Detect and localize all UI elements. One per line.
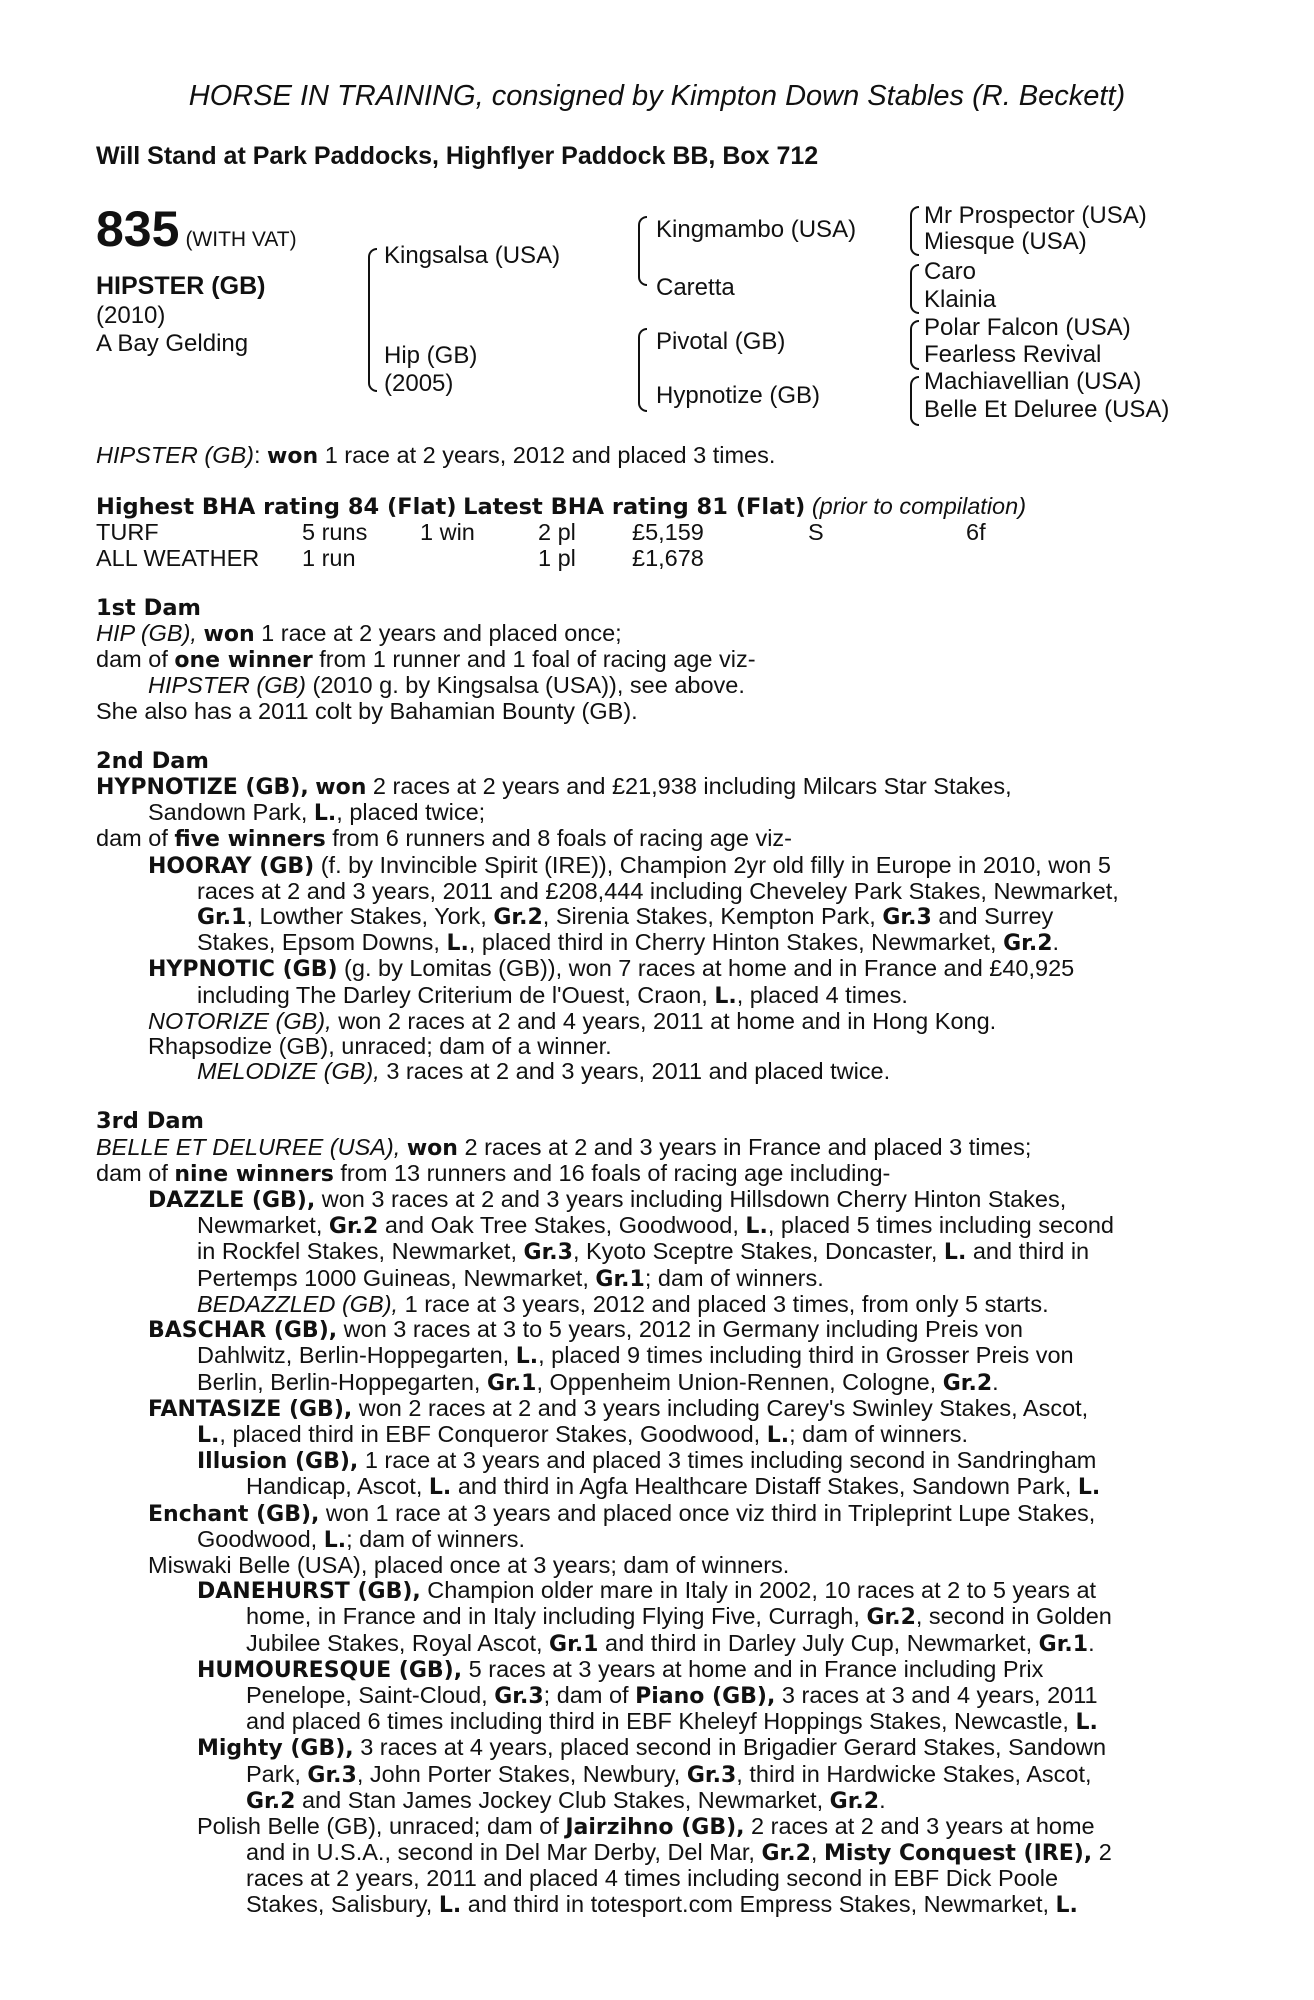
melodize-line: MELODIZE (GB), 3 races at 2 and 3 years, 2011 and placed twice. — [197, 1059, 891, 1085]
polish-belle-line-3: races at 2 years, 2011 and placed 4 times including second in EBF Dick Poole — [246, 1866, 1059, 1892]
polish-belle-line-1: Polish Belle (GB), unraced; dam of Jairzihno (GB), 2 races at 2 and 3 years at home — [197, 1813, 1095, 1840]
bedazzled-line: BEDAZZLED (GB), 1 race at 3 years, 2012 and placed 3 times, from only 5 starts. — [197, 1291, 1049, 1317]
brace-sd — [910, 264, 919, 314]
baschar-line-1: BASCHAR (GB), won 3 races at 3 to 5 years, 2012 in Germany including Preis von — [148, 1317, 1023, 1344]
baschar-line-2: Dahlwitz, Berlin-Hoppegarten, L., placed 9 times including third in Grosser Preis von — [197, 1343, 1074, 1370]
stand-location: Will Stand at Park Paddocks, Highflyer Paddock BB, Box 712 — [96, 142, 819, 170]
rating-line: Highest BHA rating 84 (Flat) Latest BHA rating 81 (Flat) (prior to compilation) — [96, 494, 1027, 521]
brace-ss — [910, 206, 919, 256]
second-dam-heading: 2nd Dam — [96, 748, 209, 774]
brace-sire-parents — [638, 216, 647, 286]
pedigree-dam-year: (2005) — [384, 370, 454, 397]
horse-name: HIPSTER (GB) — [96, 272, 266, 300]
illusion-line-2: Handicap, Ascot, L. and third in Agfa Healthcare Distaff Stakes, Sandown Park, L. — [246, 1474, 1101, 1501]
horse-year: (2010) — [96, 302, 166, 329]
enchant-line-2: Goodwood, L.; dam of winners. — [197, 1526, 526, 1553]
page-title: HORSE IN TRAINING, consigned by Kimpton Down Stables (R. Beckett) — [188, 80, 1126, 112]
second-dam-line-cont: Sandown Park, L., placed twice; — [148, 800, 486, 827]
pedigree-dss: Polar Falcon (USA) — [924, 314, 1131, 341]
pedigree-dsd: Fearless Revival — [924, 341, 1102, 368]
mighty-line-1: Mighty (GB), 3 races at 4 years, placed second in Brigadier Gerard Stakes, Sandown — [197, 1735, 1107, 1762]
humouresque-line-1: HUMOURESQUE (GB), 5 races at 3 years at home and in France including Prix — [197, 1656, 1044, 1683]
third-dam-heading: 3rd Dam — [96, 1109, 204, 1135]
mighty-line-2: Park, Gr.3, John Porter Stakes, Newbury, Gr.3, third in Hardwicke Stakes, Ascot, — [246, 1761, 1092, 1788]
pedigree-ddd: Belle Et Deluree (USA) — [924, 396, 1170, 423]
first-dam-foal-line: HIPSTER (GB) (2010 g. by Kingsalsa (USA)), see above. — [148, 673, 745, 699]
lot-number-value: 835 — [96, 201, 180, 257]
brace-ds — [910, 320, 919, 370]
dazzle-line-2: Newmarket, Gr.2 and Oak Tree Stakes, Goodwood, L., placed 5 times including second — [197, 1213, 1114, 1240]
baschar-line-3: Berlin, Berlin-Hoppegarten, Gr.1, Oppenheim Union-Rennen, Cologne, Gr.2. — [197, 1369, 999, 1396]
stats-row-turf: TURF 5 runs 1 win 2 pl £5,159 S 6f — [96, 520, 986, 546]
dazzle-line-3: in Rockfel Stakes, Newmarket, Gr.3, Kyoto Sceptre Stakes, Doncaster, L. and third in — [197, 1239, 1090, 1266]
summary-line: HIPSTER (GB): won 1 race at 2 years, 2012 and placed 3 times. — [96, 443, 776, 469]
mighty-line-3: Gr.2 and Stan James Jockey Club Stakes, Newmarket, Gr.2. — [246, 1787, 886, 1814]
hypnotic-line-2: including The Darley Criterium de l'Ouest, Craon, L., placed 4 times. — [197, 982, 908, 1009]
pedigree-dds: Machiavellian (USA) — [924, 368, 1142, 395]
rhapsodize-line: Rhapsodize (GB), unraced; dam of a winner. — [148, 1034, 612, 1060]
hooray-line-2: races at 2 and 3 years, 2011 and £208,444 including Cheveley Park Stakes, Newmarket, — [197, 878, 1119, 904]
pedigree-sire: Kingsalsa (USA) — [384, 242, 561, 269]
pedigree-dam-dam: Hypnotize (GB) — [656, 382, 821, 409]
pedigree-dam: Hip (GB) — [384, 342, 478, 369]
polish-belle-line-2: and in U.S.A., second in Del Mar Derby, Del Mar, Gr.2, Misty Conquest (IRE), 2 — [246, 1840, 1112, 1867]
enchant-line-1: Enchant (GB), won 1 race at 3 years and placed once viz third in Tripleprint Lupe Stakes, — [148, 1500, 1096, 1527]
miswaki-line: Miswaki Belle (USA), placed once at 3 years; dam of winners. — [148, 1552, 790, 1578]
danehurst-line-1: DANEHURST (GB), Champion older mare in Italy in 2002, 10 races at 2 to 5 years at — [197, 1578, 1097, 1605]
pedigree-sss: Mr Prospector (USA) — [924, 202, 1147, 229]
illusion-line-1: Illusion (GB), 1 race at 3 years and placed 3 times including second in Sandringham — [197, 1448, 1097, 1475]
pedigree-sds: Caro — [924, 258, 977, 285]
hooray-line-4: Stakes, Epsom Downs, L., placed third in Cherry Hinton Stakes, Newmarket, Gr.2. — [197, 930, 1060, 957]
pedigree-sire-dam: Caretta — [656, 274, 735, 301]
humouresque-line-2: Penelope, Saint-Cloud, Gr.3; dam of Piano (GB), 3 races at 3 and 4 years, 2011 — [246, 1682, 1098, 1709]
polish-belle-line-4: Stakes, Salisbury, L. and third in totesport.com Empress Stakes, Newmarket, L. — [246, 1891, 1078, 1918]
third-dam-line: BELLE ET DELUREE (USA), won 2 races at 2 and 3 years in France and placed 3 times; — [96, 1134, 1032, 1161]
second-dam-line: HYPNOTIZE (GB), won 2 races at 2 years and £21,938 including Milcars Star Stakes, — [96, 774, 1012, 801]
hooray-line-1: HOORAY (GB) (f. by Invincible Spirit (IRE)), Champion 2yr old filly in Europe in 2010, won 5 — [148, 852, 1111, 879]
brace-dam-parents — [638, 328, 647, 412]
body-text — [96, 443, 1216, 1918]
first-dam-note: She also has a 2011 colt by Bahamian Bounty (GB). — [96, 698, 638, 724]
pedigree-dam-sire: Pivotal (GB) — [656, 328, 786, 355]
pedigree-ssd: Miesque (USA) — [924, 228, 1087, 255]
second-dam-produce-line: dam of five winners from 6 runners and 8 foals of racing age viz- — [96, 826, 792, 853]
brace-dd — [910, 376, 919, 426]
first-dam-produce-line: dam of one winner from 1 runner and 1 foal of racing age viz- — [96, 647, 756, 674]
lot-number — [96, 200, 297, 258]
horse-description: A Bay Gelding — [96, 330, 249, 357]
first-dam-heading: 1st Dam — [96, 595, 201, 621]
brace-gen1 — [368, 248, 377, 392]
vat-note: (WITH VAT) — [185, 228, 297, 251]
danehurst-line-2: home, in France and in Italy including Flying Five, Curragh, Gr.2, second in Golden — [246, 1604, 1112, 1631]
third-dam-produce-line: dam of nine winners from 13 runners and 16 foals of racing age including- — [96, 1160, 891, 1187]
dazzle-line-4: Pertemps 1000 Guineas, Newmarket, Gr.1; dam of winners. — [197, 1265, 824, 1292]
stats-row-all-weather: ALL WEATHER 1 run 1 pl £1,678 — [96, 545, 704, 571]
fantasize-line-1: FANTASIZE (GB), won 2 races at 2 and 3 years including Carey's Swinley Stakes, Ascot, — [148, 1395, 1089, 1422]
humouresque-line-3: and placed 6 times including third in EBF Kheleyf Hoppings Stakes, Newcastle, L. — [246, 1709, 1098, 1736]
first-dam-line: HIP (GB), won 1 race at 2 years and placed once; — [96, 621, 622, 648]
danehurst-line-3: Jubilee Stakes, Royal Ascot, Gr.1 and third in Darley July Cup, Newmarket, Gr.1. — [246, 1630, 1095, 1657]
hooray-line-3: Gr.1, Lowther Stakes, York, Gr.2, Sirenia Stakes, Kempton Park, Gr.3 and Surrey — [197, 904, 1054, 931]
pedigree-sire-sire: Kingmambo (USA) — [656, 216, 857, 243]
notorize-line: NOTORIZE (GB), won 2 races at 2 and 4 years, 2011 at home and in Hong Kong. — [148, 1008, 997, 1034]
hypnotic-line-1: HYPNOTIC (GB) (g. by Lomitas (GB)), won 7 races at home and in France and £40,925 — [148, 956, 1075, 983]
dazzle-line-1: DAZZLE (GB), won 3 races at 2 and 3 years including Hillsdown Cherry Hinton Stakes, — [148, 1187, 1067, 1214]
pedigree-sdd: Klainia — [924, 286, 997, 313]
fantasize-line-2: L., placed third in EBF Conqueror Stakes, Goodwood, L.; dam of winners. — [197, 1421, 969, 1448]
